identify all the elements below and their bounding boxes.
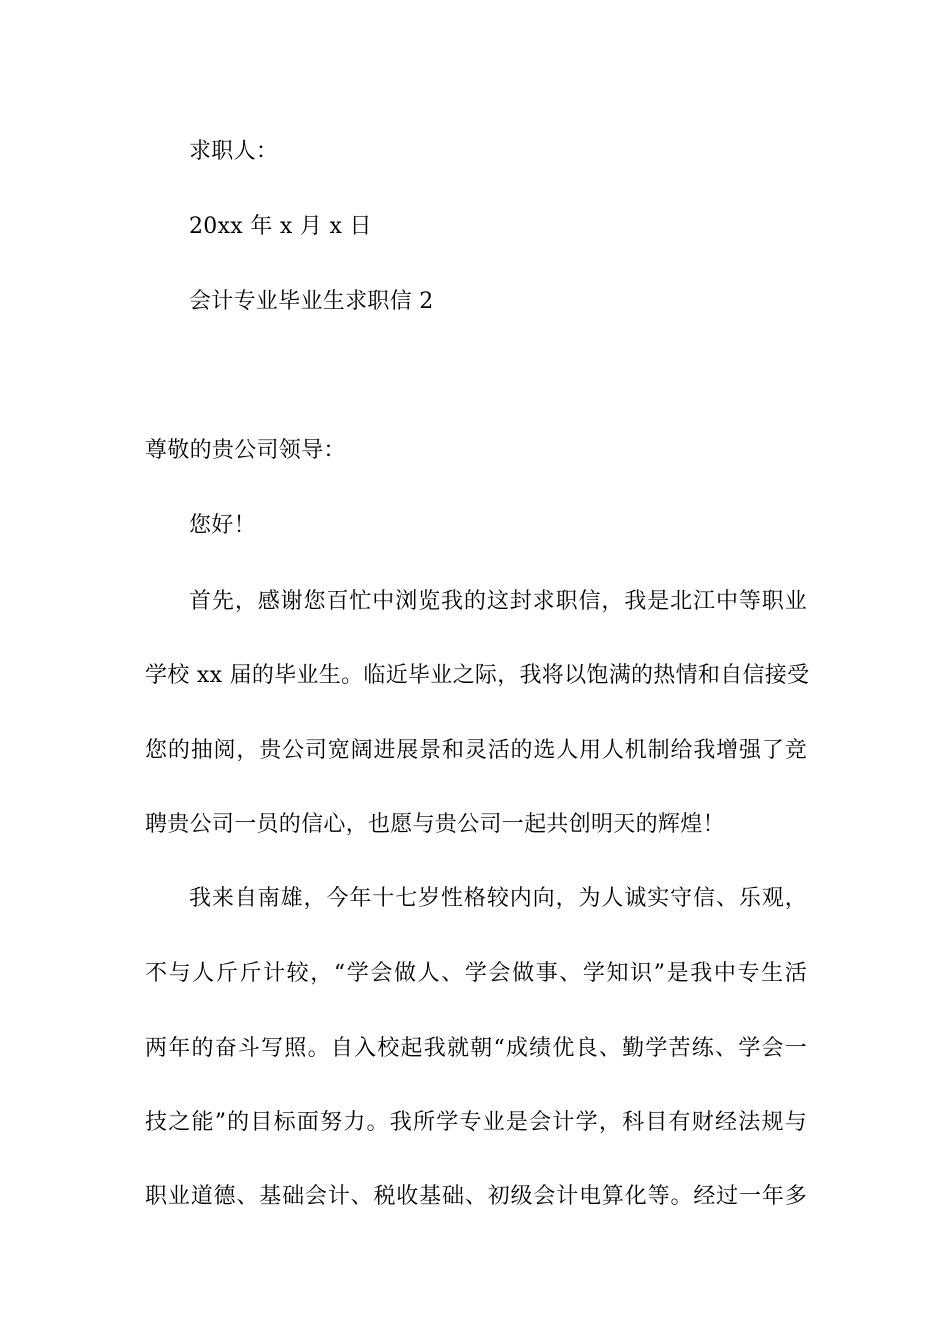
paragraph-2-line: 我来自南雄，今年十七岁性格较内向，为人诚实守信、乐观，	[189, 886, 807, 911]
paragraph-1-line: 您的抽阅，贵公司宽阔进展景和灵活的选人用人机制给我增强了竞	[145, 738, 807, 763]
paragraph-1-line: 首先，感谢您百忙中浏览我的这封求职信，我是北江中等职业	[189, 589, 807, 614]
letter-date: 20xx 年 x 月 x 日	[189, 214, 372, 239]
paragraph-1-line: 学校 xx 届的毕业生。临近毕业之际，我将以饱满的热情和自信接受	[145, 663, 810, 688]
paragraph-2-line: 不与人斤斤计较，“学会做人、学会做事、学知识”是我中专生活	[145, 961, 807, 986]
paragraph-1-line: 聘贵公司一员的信心，也愿与贵公司一起共创明天的辉煌！	[145, 812, 725, 837]
salutation: 尊敬的贵公司领导：	[145, 438, 346, 463]
paragraph-2-line: 职业道德、基础会计、税收基础、初级会计电算化等。经过一年多	[145, 1184, 807, 1209]
greeting: 您好！	[189, 513, 256, 538]
paragraph-2-line: 技之能”的目标面努力。我所学专业是会计学，科目有财经法规与	[145, 1110, 807, 1135]
section-title: 会计专业毕业生求职信 2	[189, 289, 434, 314]
paragraph-2-line: 两年的奋斗写照。自入校起我就朝“成绩优良、勤学苦练、学会一	[145, 1036, 807, 1061]
signature-label: 求职人：	[189, 139, 279, 164]
